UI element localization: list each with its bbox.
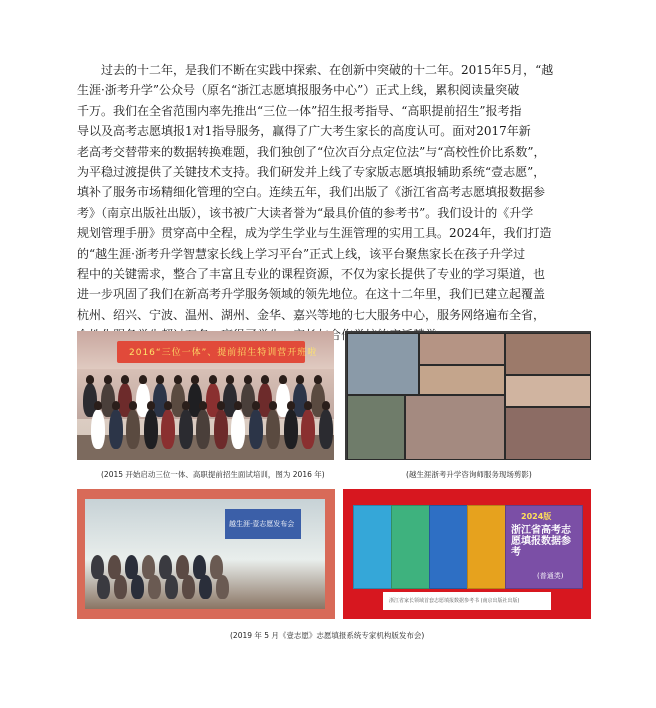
person-figure — [284, 409, 298, 449]
attendee-figure — [131, 575, 144, 599]
collage-tile — [347, 333, 419, 395]
paragraph-line: 规划管理手册》贯穿高中全程，成为学生学业与生涯管理的实用工具。2024年，我们打造 — [77, 226, 552, 241]
attendee-figure — [148, 575, 161, 599]
person-head — [287, 401, 295, 410]
person-head — [217, 401, 225, 410]
person-head — [199, 401, 207, 410]
person-head — [244, 375, 252, 384]
paragraph-line: 杭州、绍兴、宁波、温州、湖州、金华、嘉兴等地的七大服务中心，服务网络遍布全省， — [77, 307, 546, 322]
person-head — [139, 375, 147, 384]
person-head — [104, 375, 112, 384]
collage-tile — [505, 333, 591, 375]
meeting-photo — [77, 489, 335, 619]
service-collage-photo — [345, 331, 591, 460]
attendee-figure — [216, 575, 229, 599]
person-figure — [249, 409, 263, 449]
person-figure — [161, 409, 175, 449]
book-subtitle: (普通类) — [537, 572, 564, 580]
person-figure — [144, 409, 158, 449]
person-figure — [266, 409, 280, 449]
person-figure — [319, 409, 333, 449]
person-head — [174, 375, 182, 384]
photo-caption: (越生涯浙考升学咨询师服务现场剪影) — [406, 470, 532, 479]
collage-tile — [505, 407, 591, 460]
paragraph-line: 过去的十二年，是我们不断在实践中探索、在创新中突破的十二年。2015年5月，“越 — [101, 63, 554, 77]
person-head — [322, 401, 330, 410]
person-head — [156, 375, 164, 384]
person-head — [314, 375, 322, 384]
attendee-figure — [199, 575, 212, 599]
person-head — [252, 401, 260, 410]
paragraph-line: 导以及高考志愿填报1对1指导服务，赢得了广大考生家长的高度认可。面对2017年新 — [77, 124, 531, 139]
person-head — [296, 375, 304, 384]
event-banner-text: 2016“三位一体”、提前招生特训营开班啦 — [129, 348, 318, 358]
projector-screen-text: 越生涯·壹志愿发布会 — [229, 520, 295, 528]
attendee-figure — [165, 575, 178, 599]
group-photo — [77, 331, 334, 460]
person-head — [191, 375, 199, 384]
collage-tile — [419, 365, 505, 395]
person-figure — [301, 409, 315, 449]
person-figure — [214, 409, 228, 449]
paragraph-line: 考》（南京出版社出版），该书被广大读者誉为“最具价值的参考书”。我们设计的《升学 — [77, 205, 534, 220]
person-figure — [91, 409, 105, 449]
person-head — [226, 375, 234, 384]
paragraph-line: 进一步巩固了我们在新高考升学服务领域的领先地位。在这十二年里，我们已建立起覆盖 — [77, 287, 546, 302]
person-head — [279, 375, 287, 384]
attendee-figure — [97, 575, 110, 599]
person-figure — [109, 409, 123, 449]
book-title: 浙江省高考志愿填报数据参考 — [511, 525, 571, 558]
person-head — [147, 401, 155, 410]
photo-caption: (2019 年 5 月《壹志愿》志愿填报系统专家机构版发布会) — [230, 631, 425, 640]
attendee-figure — [182, 575, 195, 599]
paragraph-line: 生涯·浙考升学”公众号（原名“浙江志愿填报服务中心”）正式上线，累积阅读量突破 — [77, 83, 520, 98]
collage-tile — [505, 375, 591, 407]
book-year: 2024版 — [521, 512, 552, 521]
person-head — [86, 375, 94, 384]
collage-tile — [405, 395, 505, 460]
paragraph-line: 填补了服务市场精细化管理的空白。连续五年，我们出版了《浙江省高考志愿填报数据参 — [77, 185, 546, 200]
person-head — [129, 401, 137, 410]
body-paragraph — [77, 60, 587, 346]
book-footer-text: 浙江省家长领域首套志愿填报数据参考书 (南京出版社出版) — [389, 598, 520, 604]
paragraph-line: 程中的关键需求，整合了丰富且专业的课程资源，不仅为家长提供了专业的学习渠道，也 — [77, 267, 546, 282]
books-photo — [343, 489, 591, 619]
person-head — [112, 401, 120, 410]
person-head — [121, 375, 129, 384]
attendee-figure — [114, 575, 127, 599]
person-head — [182, 401, 190, 410]
paragraph-line: 老高考交替带来的数据转换难题，我们独创了“位次百分点定位法”与“高校性价比系数”， — [77, 144, 546, 159]
person-head — [269, 401, 277, 410]
paragraph-line: 的“越生涯·浙考升学智慧家长线上学习平台”正式上线，该平台聚焦家长在孩子升学过 — [77, 246, 526, 261]
person-head — [234, 401, 242, 410]
person-head — [94, 401, 102, 410]
person-head — [304, 401, 312, 410]
person-figure — [179, 409, 193, 449]
person-head — [261, 375, 269, 384]
person-figure — [231, 409, 245, 449]
collage-tile — [419, 333, 505, 365]
person-head — [164, 401, 172, 410]
collage-tile — [347, 395, 405, 460]
photo-caption: (2015 开始启动三位一体、高职提前招生面试培训，图为 2016 年) — [101, 470, 325, 479]
person-head — [209, 375, 217, 384]
paragraph-line: 千万。我们在全省范围内率先推出“三位一体”招生报考指导、“高职提前招生”报考指 — [77, 103, 522, 118]
person-figure — [126, 409, 140, 449]
person-figure — [196, 409, 210, 449]
paragraph-line: 为平稳过渡提供了关键技术支持。我们研发并上线了专家版志愿填报辅助系统“壹志愿”， — [77, 165, 546, 180]
